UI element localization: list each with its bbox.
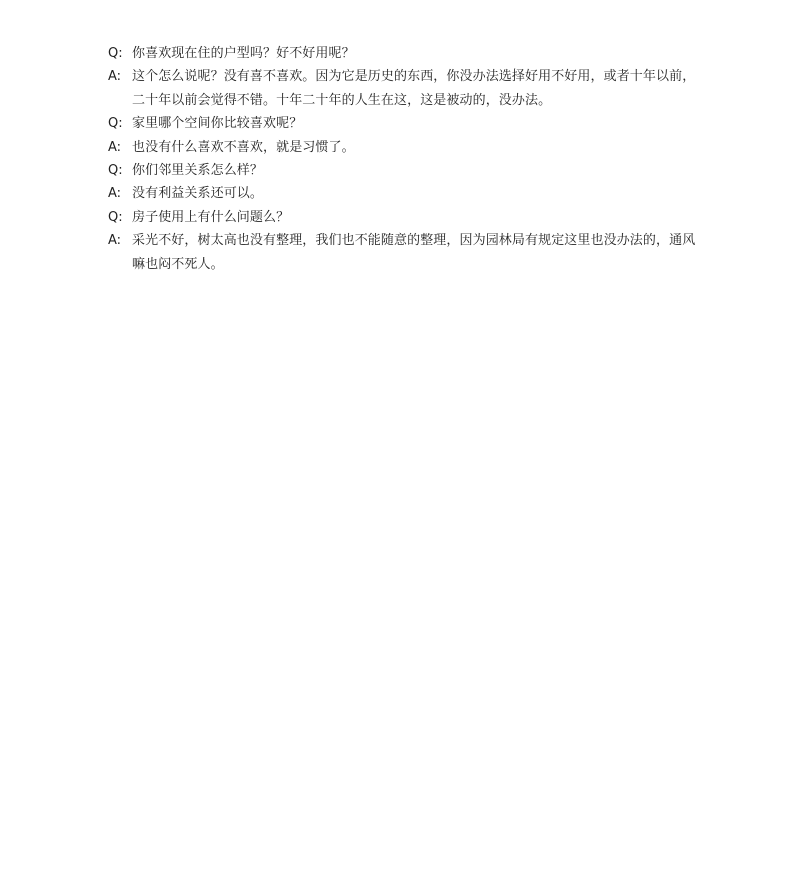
question-marker: Q: — [108, 209, 123, 225]
answer-1 — [108, 65, 708, 112]
answer-text: 采光不好，树太高也没有整理，我们也不能随意的整理，因为园林局有规定这里也没办法的，通风嘛也闷不死人。 — [132, 233, 696, 272]
question-text: 你喜欢现在住的户型吗？好不好用呢？ — [132, 46, 355, 61]
answer-text: 也没有什么喜欢不喜欢，就是习惯了。 — [132, 139, 355, 155]
answer-marker: A: — [108, 233, 122, 249]
question-4 — [108, 206, 708, 229]
answer-4 — [108, 229, 708, 276]
question-marker: Q: — [108, 46, 123, 61]
answer-2 — [108, 136, 708, 159]
answer-text: 这个怎么说呢？没有喜不喜欢。因为它是历史的东西，你没办法选择好用不好用，或者十年以前，二十年以前会觉得不错。十年二十年的人生在这，这是被动的，没办法。 — [132, 69, 696, 108]
question-1 — [108, 42, 708, 65]
interview-qa-list — [108, 42, 708, 276]
answer-marker: A: — [108, 69, 122, 85]
question-marker: Q: — [108, 163, 123, 179]
question-text: 房子使用上有什么问题么？ — [132, 209, 290, 225]
question-text: 家里哪个空间你比较喜欢呢？ — [132, 116, 303, 132]
question-text: 你们邻里关系怎么样？ — [132, 163, 264, 179]
question-marker: Q: — [108, 116, 123, 132]
answer-marker: A: — [108, 139, 122, 155]
question-2 — [108, 112, 708, 135]
answer-3 — [108, 182, 708, 205]
question-3 — [108, 159, 708, 182]
answer-marker: A: — [108, 186, 122, 202]
answer-text: 没有利益关系还可以。 — [132, 186, 264, 202]
